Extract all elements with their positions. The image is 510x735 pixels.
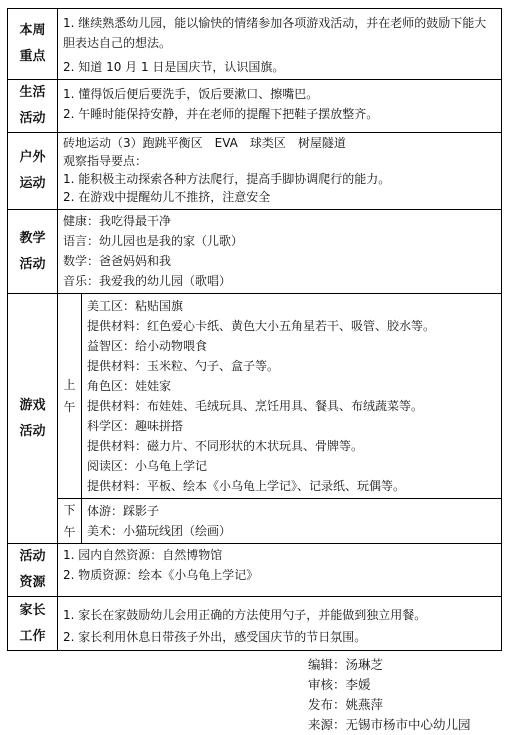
heading-teaching (8, 210, 58, 294)
teaching-line-4: 音乐：我爱我的幼儿园（歌唱） (63, 274, 232, 288)
life-line-2: 2. 午睡时能保持安静，并在老师的提醒下把鞋子摆放整齐。 (63, 107, 379, 121)
heading-focus (8, 9, 58, 80)
content-parents (58, 597, 502, 651)
heading-line: 本周 (19, 23, 46, 38)
game-line: 美术：小猫玩线团（绘画） (87, 524, 232, 538)
resources-line-1: 1. 园内自然资源：自然博物馆 (63, 548, 223, 562)
row-focus (8, 9, 502, 80)
credit-publisher: 发布：姚燕萍 (308, 697, 384, 712)
heading-line: 游戏 (19, 397, 46, 413)
content-games-morning (82, 294, 502, 499)
outdoor-line-1: 砖地运动（3）跑跳平衡区 EVA 球类区 树屋隧道 (63, 136, 346, 150)
half-label-line: 午 (63, 525, 76, 539)
heading-outdoor (8, 133, 58, 210)
weekly-plan-table (7, 8, 502, 651)
credit-editor: 编辑：汤琳芝 (308, 657, 384, 672)
teaching-line-1: 健康：我吃得最干净 (63, 214, 172, 228)
content-life (58, 80, 502, 133)
content-teaching (58, 210, 502, 294)
heading-line: 工作 (19, 628, 46, 644)
focus-line-1: 1. 继续熟悉幼儿园，能以愉快的情绪参加各项游戏活动，并在老师的鼓励下能大胆表达自己的想法。 (63, 16, 487, 50)
half-label-line: 下 (63, 503, 76, 517)
parents-line-2: 2. 家长利用休息日带孩子外出，感受国庆节的节日氛围。 (63, 630, 367, 644)
resources-line-2: 2. 物质资源：绘本《小乌龟上学记》 (63, 568, 259, 582)
game-line: 美工区：粘贴国旗 (87, 299, 184, 313)
outdoor-line-2: 观察指导要点： (63, 154, 148, 168)
heading-resources (8, 544, 58, 597)
content-resources (58, 544, 502, 597)
row-teaching (8, 210, 502, 294)
half-label-line: 上 (63, 378, 76, 392)
heading-line: 运动 (19, 176, 46, 191)
heading-line: 活动 (19, 111, 46, 126)
row-outdoor (8, 133, 502, 210)
game-line: 提供材料：红色爱心卡纸、黄色大小五角星若干、吸管、胶水等。 (87, 319, 436, 333)
game-line: 提供材料：平板、绘本《小乌龟上学记》、记录纸、玩偶等。 (87, 479, 406, 493)
outdoor-line-3: 1. 能积极主动探索各种方法爬行，提高手脚协调爬行的能力。 (63, 172, 391, 186)
row-resources (8, 544, 502, 597)
heading-line: 活动 (19, 256, 46, 272)
half-label-line: 午 (63, 400, 76, 414)
row-games-morning (8, 294, 502, 499)
row-parents (8, 597, 502, 651)
afternoon-label (58, 499, 82, 544)
morning-label (58, 294, 82, 499)
heading-parents (8, 597, 58, 651)
heading-line: 活动 (19, 549, 46, 564)
focus-line-2: 2. 知道 10 月 1 日是国庆节，认识国旗。 (63, 60, 285, 74)
game-line: 提供材料：磁力片、不同形状的木状玩具、骨牌等。 (87, 439, 364, 453)
game-line: 提供材料：玉米粒、勺子、盒子等。 (87, 359, 280, 373)
game-line: 益智区：给小动物喂食 (87, 339, 208, 353)
game-line: 科学区：趣味拼搭 (87, 419, 184, 433)
credits (308, 655, 471, 735)
heading-line: 生活 (19, 85, 46, 100)
heading-line: 资源 (19, 575, 46, 590)
heading-games (8, 294, 58, 544)
credit-source: 来源：无锡市杨市中心幼儿园 (308, 717, 471, 732)
game-line: 角色区：娃娃家 (87, 379, 172, 393)
game-line: 提供材料：布娃娃、毛绒玩具、烹饪用具、餐具、布绒蔬菜等。 (87, 399, 424, 413)
row-games-afternoon (8, 499, 502, 544)
heading-line: 重点 (19, 49, 46, 64)
heading-life (8, 80, 58, 133)
row-life (8, 80, 502, 133)
parents-line-1: 1. 家长在家鼓励幼儿会用正确的方法使用勺子，并能做到独立用餐。 (63, 608, 427, 622)
heading-line: 户外 (19, 150, 46, 165)
content-games-afternoon (82, 499, 502, 544)
heading-line: 家长 (19, 602, 46, 618)
teaching-line-3: 数学：爸爸妈妈和我 (63, 254, 172, 268)
outdoor-line-4: 2. 在游戏中提醒幼儿不推挤，注意安全 (63, 190, 271, 204)
life-line-1: 1. 懂得饭后便后要洗手，饭后要漱口、擦嘴巴。 (63, 87, 319, 101)
content-focus (58, 9, 502, 80)
content-outdoor (58, 133, 502, 210)
heading-line: 活动 (19, 423, 46, 439)
teaching-line-2: 语言：幼儿园也是我的家（儿歌） (63, 234, 244, 248)
game-line: 阅读区：小乌龟上学记 (87, 459, 208, 473)
credit-reviewer: 审核：李媛 (308, 677, 371, 692)
game-line: 体游：踩影子 (87, 504, 160, 518)
heading-line: 教学 (19, 230, 46, 246)
